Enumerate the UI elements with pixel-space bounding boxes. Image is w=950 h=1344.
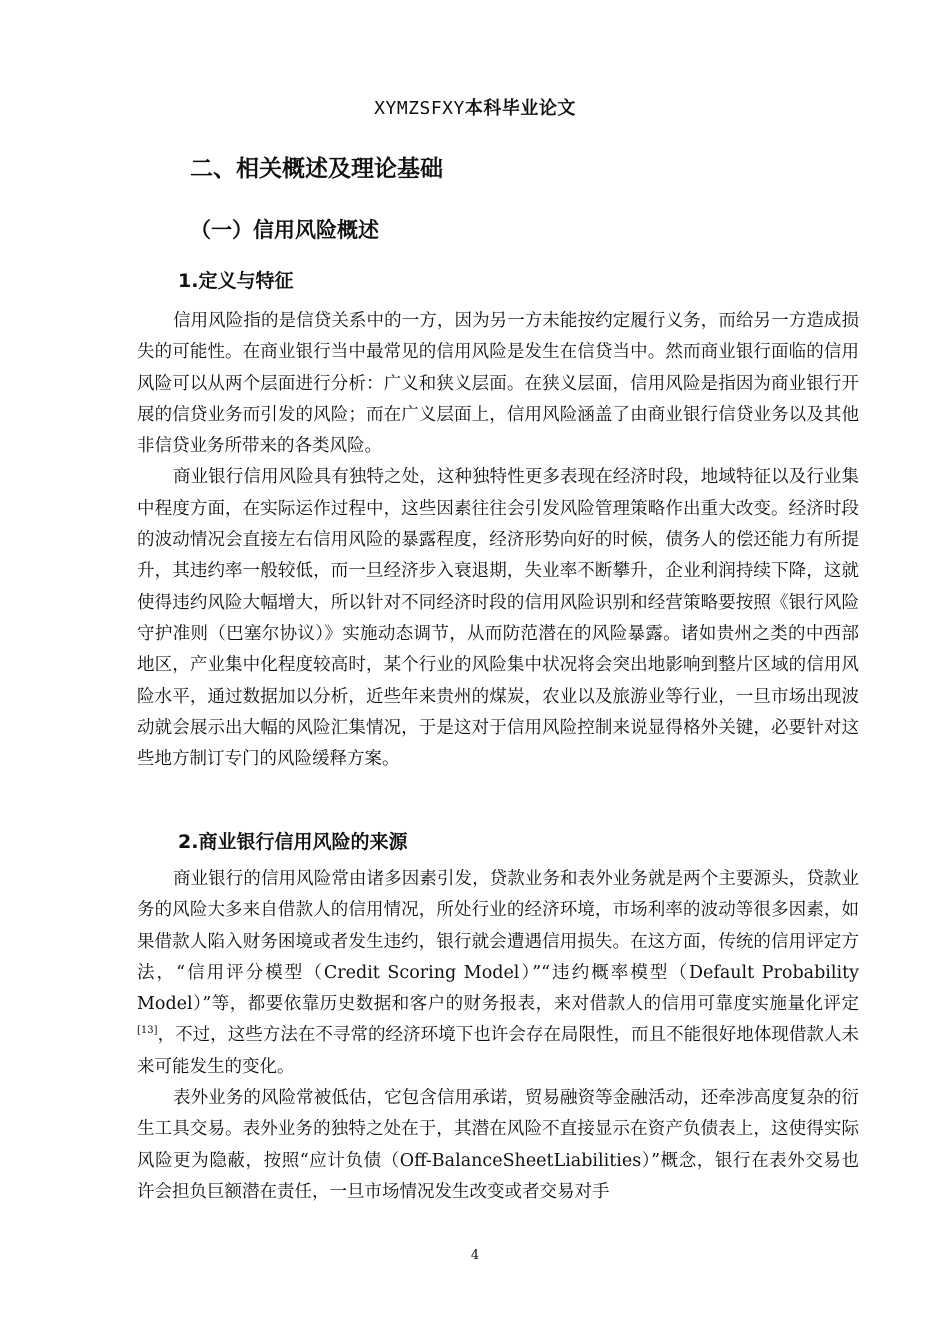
section-title: （一）信用风险概述 xyxy=(190,218,379,242)
body-paragraph xyxy=(137,864,859,1083)
body-paragraph: 信用风险指的是信贷关系中的一方，因为另一方未能按约定履行义务，而给另一方造成损失的可能性。在商业银行当中最常见的信用风险是发生在信贷当中。然而商业银行面临的信用风险可以从两个层面进行分析：广义和狭义层面。在狭义层面，信用风险是指因为商业银行开展的信贷业务而引发的风险；而在广义层面上，信用风险涵盖了由商业银行信贷业务以及其他非信贷业务所带来的各类风险。 xyxy=(137,311,859,457)
header-code: XYMZSFXY xyxy=(374,98,465,119)
body-paragraph: 表外业务的风险常被低估，它包含信用承诺，贸易融资等金融活动，还牵涉高度复杂的衍生工具交易。表外业务的独特之处在于，其潜在风险不直接显示在资产负债表上，这使得实际风险更为隐蔽，按照“应计负债（Off-BalanceSheetLiabilities）”概念，银行在表外交易也许会担负巨额潜在责任，一旦市场情况发生改变或者交易对手 xyxy=(137,1088,859,1202)
subsection-title-definition: 1.定义与特征 xyxy=(178,270,294,292)
header-label: 本科毕业论文 xyxy=(464,98,576,119)
body-paragraph: 商业银行信用风险具有独特之处，这种独特性更多表现在经济时段，地域特征以及行业集中程度方面，在实际运作过程中，这些因素往往会引发风险管理策略作出重大改变。经济时段的波动情况会直接左右信用风险的暴露程度，经济形势向好的时候，债务人的偿还能力有所提升，其违约率一般较低，而一旦经济步入衰退期，失业率不断攀升，企业利润持续下降，这就使得违约风险大幅增大，所以针对不同经济时段的信用风险识别和经营策略要按照《银行风险守护准则（巴塞尔协议）》实施动态调节，从而防范潜在的风险暴露。诸如贵州之类的中西部地区，产业集中化程度较高时，某个行业的风险集中状况将会突出地影响到整片区域的信用风险水平，通过数据加以分析，近些年来贵州的煤炭，农业以及旅游业等行业，一旦市场出现波动就会展示出大幅的风险汇集情况，于是这对于信用风险控制来说显得格外关键，必要针对这些地方制订专门的风险缓释方案。 xyxy=(137,467,859,770)
page-number: 4 xyxy=(470,1248,480,1263)
subsection-body-definition xyxy=(137,306,859,775)
paragraph-text-before-citation: 商业银行的信用风险常由诸多因素引发，贷款业务和表外业务就是两个主要源头，贷款业务的风险大多来自借款人的信用情况，所处行业的经济环境，市场利率的波动等很多因素，如果借款人陷入财务困境或者发生违约，银行就会遭遇信用损失。在这方面，传统的信用评定方法，“信用评分模型（Credit Scoring Model）”“违约概率模型（Default Probability Model）”等，都要依靠历史数据和客户的财务报表，来对借款人的信用可靠度实施量化评定 xyxy=(137,869,859,1015)
paragraph-text-after-citation: ，不过，这些方法在不寻常的经济环境下也许会存在局限性，而且不能很好地体现借款人未来可能发生的变化。 xyxy=(137,1025,859,1077)
subsection-title-sources: 2.商业银行信用风险的来源 xyxy=(178,831,408,853)
citation-ref: [13] xyxy=(137,1025,158,1037)
chapter-title: 二、相关概述及理论基础 xyxy=(190,156,443,182)
subsection-body-sources xyxy=(137,864,859,1208)
page-header xyxy=(0,94,950,120)
